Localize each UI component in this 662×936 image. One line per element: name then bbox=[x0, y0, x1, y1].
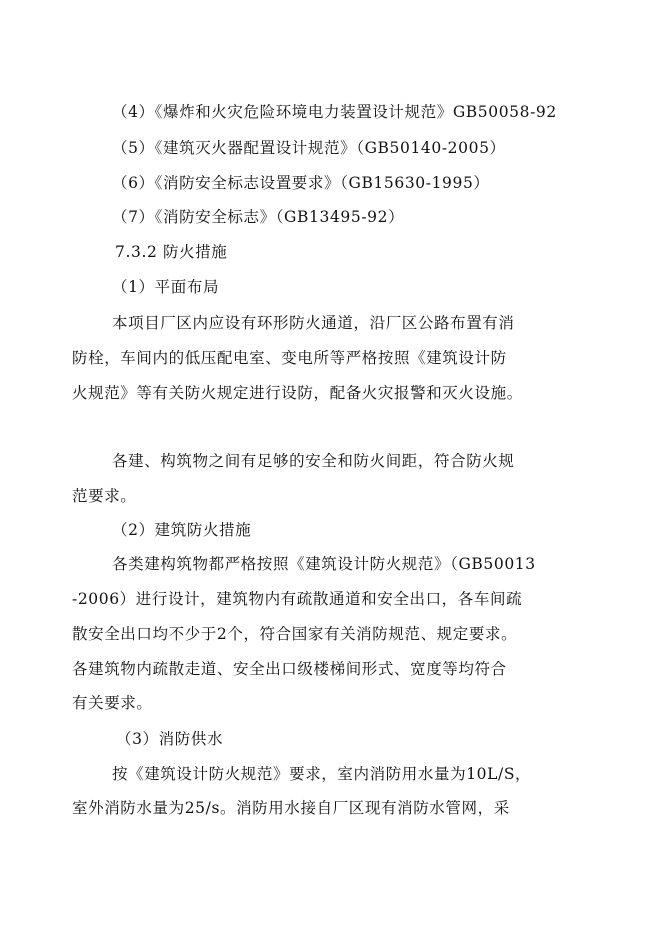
paragraph-line: 室外消防水量为25/s。消防用水接自厂区现有消防水管网，采 bbox=[72, 799, 510, 817]
paragraph-line: 范要求。 bbox=[72, 487, 137, 505]
paragraph-line: -2006）进行设计，建筑物内有疏散通道和安全出口，各车间疏 bbox=[72, 590, 523, 608]
paragraph-line: 散安全出口均不少于2个，符合国家有关消防规范、规定要求。 bbox=[72, 625, 518, 643]
subsection-title-water: （3）消防供水 bbox=[116, 730, 224, 748]
subsection-title-layout: （1）平面布局 bbox=[112, 278, 220, 296]
paragraph-line: 本项目厂区内应设有环形防火通道，沿厂区公路布置有消 bbox=[112, 314, 515, 332]
paragraph-line: 各类建构筑物都严格按照《建筑设计防火规范》（GB50013 bbox=[112, 555, 536, 573]
standard-item-4: （4）《爆炸和火灾危险环境电力装置设计规范》GB50058-92 bbox=[112, 103, 557, 121]
paragraph-line: 防栓，车间内的低压配电室、变电所等严格按照《建筑设计防 bbox=[72, 349, 507, 367]
paragraph-line: 按《建筑设计防火规范》要求，室内消防用水量为10L/S， bbox=[112, 765, 532, 783]
standard-item-6: （6）《消防安全标志设置要求》（GB15630-1995） bbox=[112, 174, 490, 192]
standard-item-7: （7）《消防安全标志》（GB13495-92） bbox=[112, 208, 405, 226]
paragraph-line: 各建筑物内疏散走道、安全出口级楼梯间形式、宽度等均符合 bbox=[72, 660, 507, 678]
standard-item-5: （5）《建筑灭火器配置设计规范》（GB50140-2005） bbox=[112, 139, 506, 157]
paragraph-line: 有关要求。 bbox=[72, 694, 153, 712]
paragraph-line: 各建、构筑物之间有足够的安全和防火间距，符合防火规 bbox=[112, 452, 515, 470]
section-heading: 7.3.2 防火措施 bbox=[115, 243, 228, 261]
subsection-title-building: （2）建筑防火措施 bbox=[112, 521, 252, 539]
paragraph-line: 火规范》等有关防火规定进行设防，配备火灾报警和灭火设施。 bbox=[72, 384, 523, 402]
